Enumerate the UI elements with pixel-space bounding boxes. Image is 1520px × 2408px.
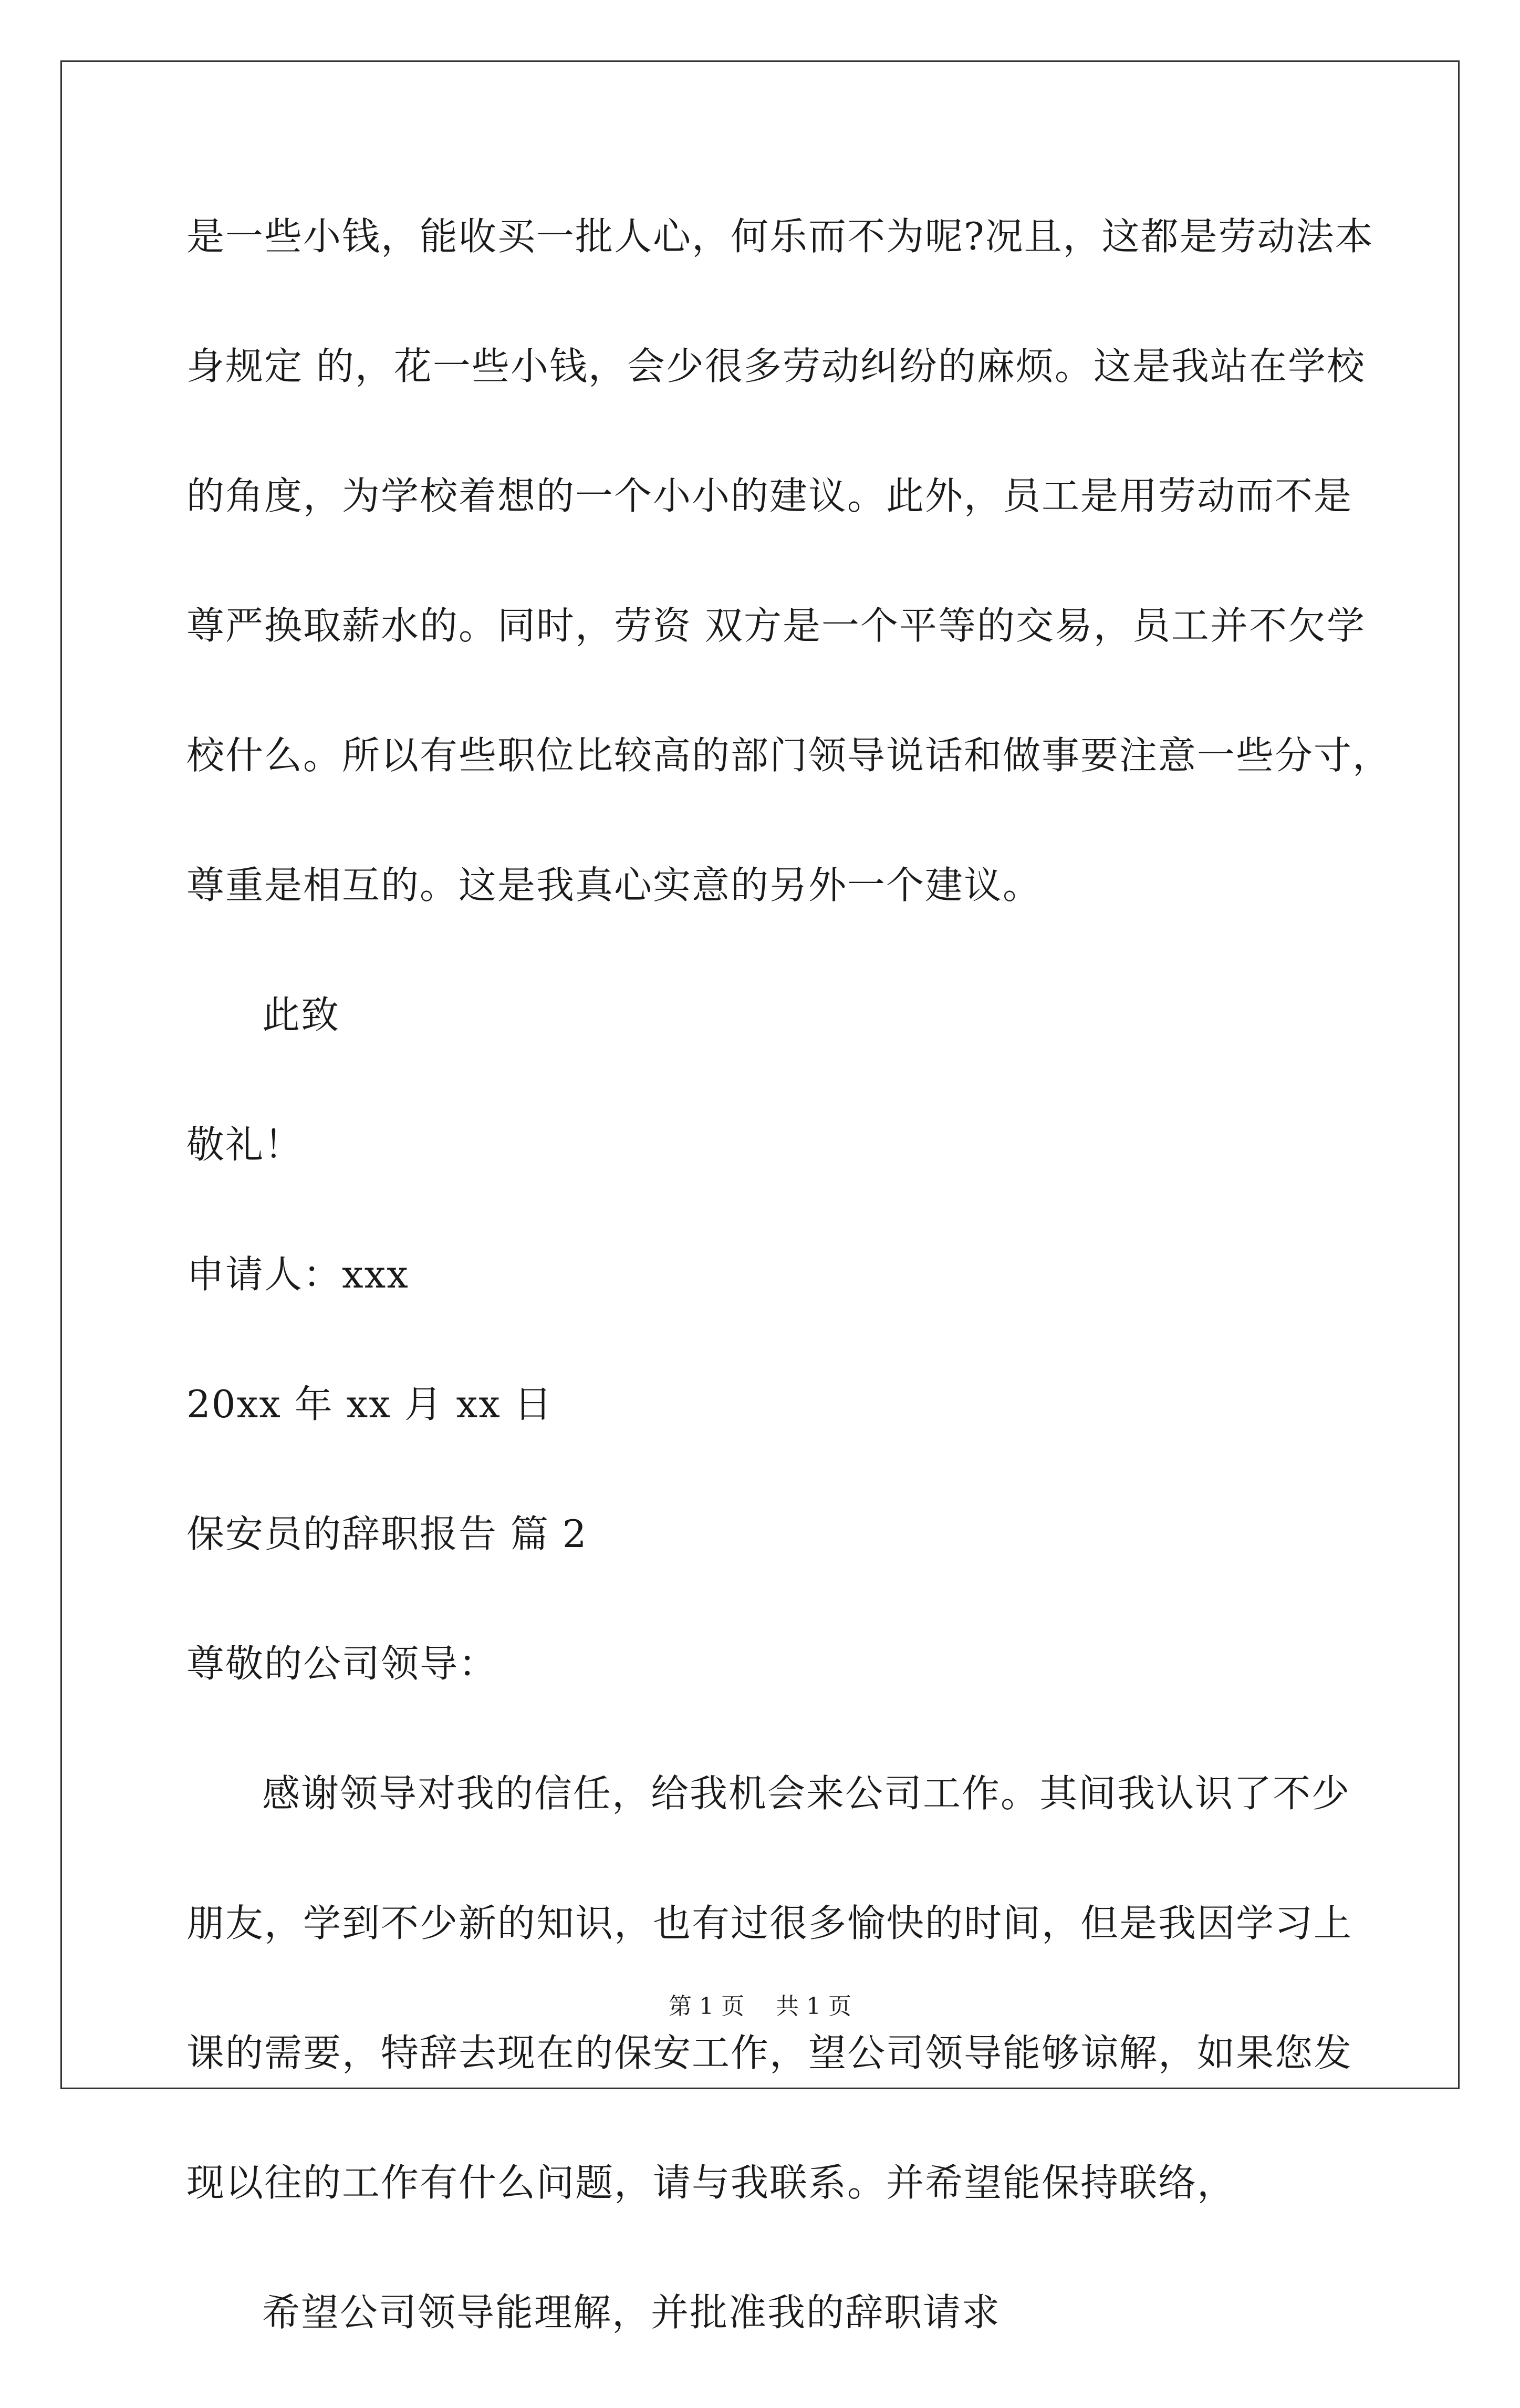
closing-salutation: 此致	[262, 993, 340, 1037]
closing-respect: 敬礼！	[186, 1123, 304, 1167]
text-line-17: 希望公司领导能理解，并批准我的辞职请求	[262, 2290, 1001, 2334]
document-body	[186, 202, 1392, 2408]
date-line: 20xx 年 xx 月 xx 日	[186, 1382, 553, 1426]
page-number-total: 共 1 页	[776, 1993, 851, 2020]
applicant-line: 申请人：xxx	[186, 1252, 409, 1296]
greeting-line: 尊敬的公司领导：	[186, 1642, 498, 1686]
page-footer	[0, 1991, 1520, 2022]
page-number-current: 第 1 页	[669, 1993, 744, 2020]
text-line-3: 的角度，为学校着想的一个小小的建议。此外，员工是用劳动而不是	[186, 474, 1353, 518]
text-line-13: 感谢领导对我的信任，给我机会来公司工作。其间我认识了不少	[262, 1771, 1351, 1815]
text-line-16: 现以往的工作有什么问题，请与我联系。并希望能保持联络，	[186, 2161, 1236, 2205]
text-line-2: 身规定 的，花一些小钱，会少很多劳动纠纷的麻烦。这是我站在学校	[186, 344, 1366, 388]
text-line-1: 是一些小钱，能收买一批人心，何乐而不为呢?况且，这都是劳动法本	[186, 214, 1374, 258]
text-line-5: 校什么。所以有些职位比较高的部门领导说话和做事要注意一些分寸，	[186, 733, 1392, 777]
text-line-6: 尊重是相互的。这是我真心实意的另外一个建议。	[186, 863, 1042, 907]
section-heading: 保安员的辞职报告 篇 2	[186, 1512, 588, 1556]
text-line-4: 尊严换取薪水的。同时，劳资 双方是一个平等的交易，员工并不欠学	[186, 604, 1366, 648]
text-line-14: 朋友，学到不少新的知识，也有过很多愉快的时间，但是我因学习上	[186, 1901, 1353, 1945]
text-line-15: 课的需要，特辞去现在的保安工作，望公司领导能够谅解，如果您发	[186, 2031, 1353, 2075]
